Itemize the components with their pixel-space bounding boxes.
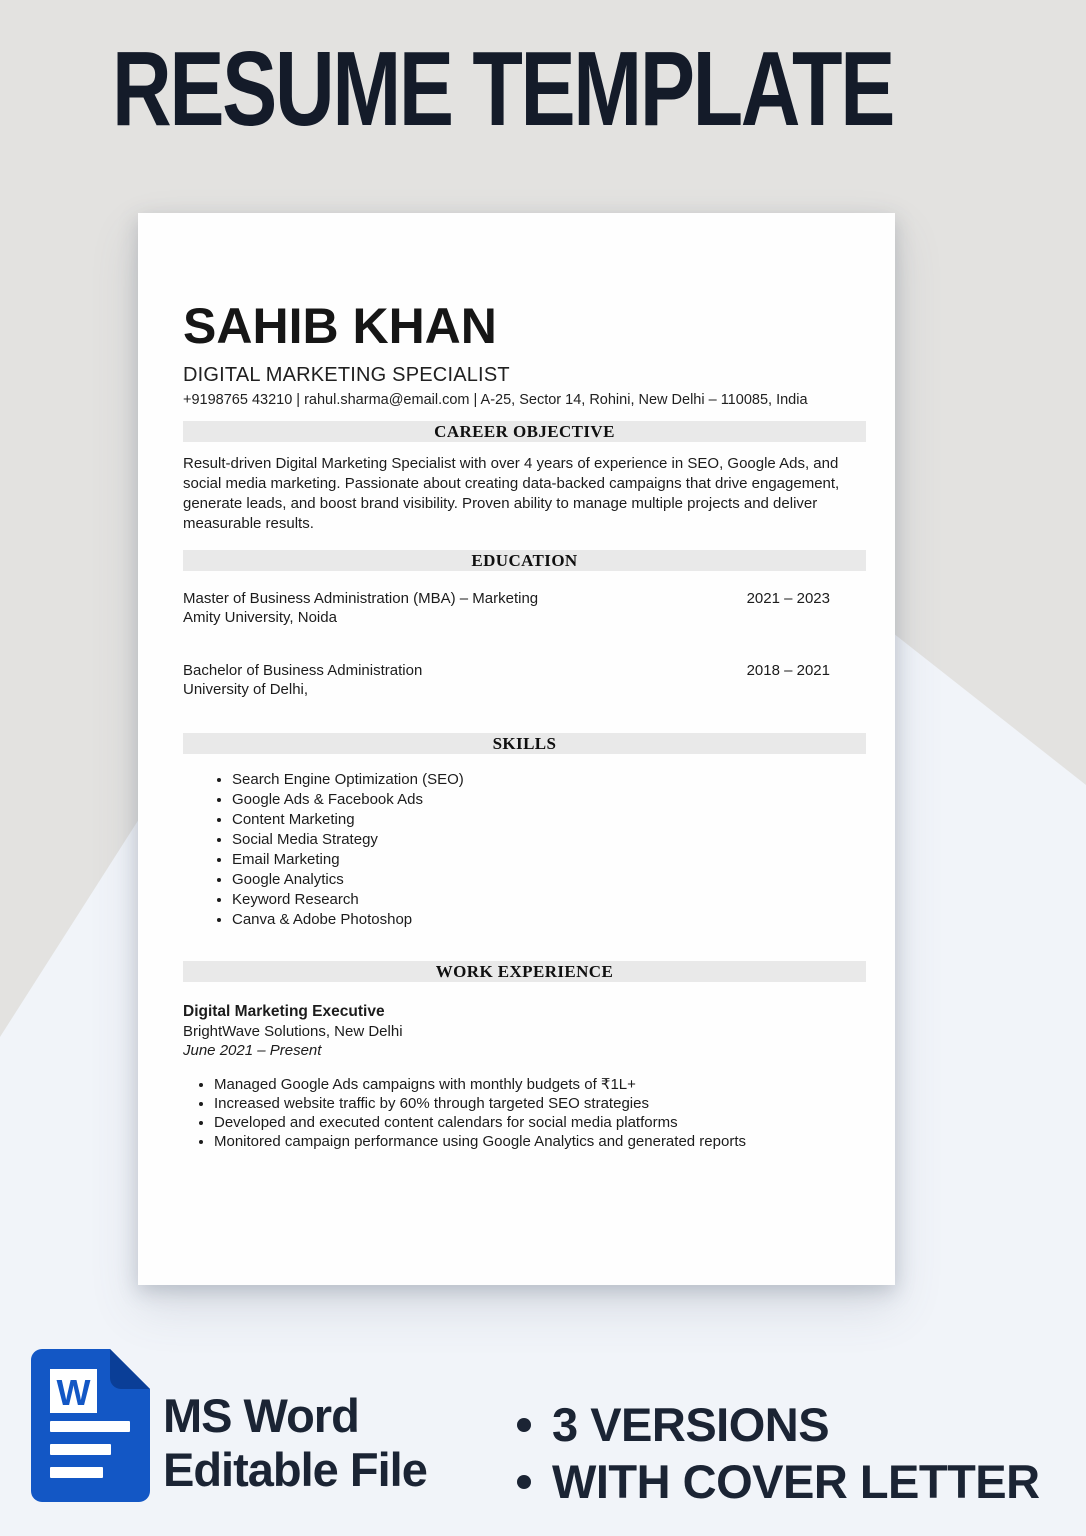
section-heading-work-experience: WORK EXPERIENCE [183,961,866,982]
feature-text: WITH COVER LETTER [552,1455,1040,1508]
resume-job-title: DIGITAL MARKETING SPECIALIST [183,364,510,386]
file-format-line2: Editable File [163,1443,427,1496]
skill-item: • Google Analytics [232,870,866,890]
work-bullet: • Developed and executed content calendars for social media platforms [214,1113,866,1132]
page-title: RESUME TEMPLATE [112,30,894,148]
skill-item: • Email Marketing [232,850,866,870]
resume-contact-line: +9198765 43210 | rahul.sharma@email.com | A-25, Sector 14, Rohini, New Delhi – 110085, India [183,392,808,408]
education-degree: Bachelor of Business Administration [183,662,423,679]
education-entry [183,589,866,627]
skills-list [183,770,866,930]
education-school: University of Delhi, [183,681,309,698]
skill-item: • Content Marketing [232,810,866,830]
work-experience-entry [183,1002,866,1061]
education-degree-school [183,589,538,627]
section-heading-career-objective: CAREER OBJECTIVE [183,421,866,442]
file-format-line1: MS Word [163,1389,359,1442]
education-degree-school [183,661,422,699]
work-dates: June 2021 – Present [183,1042,322,1059]
skill-item: • Canva & Adobe Photoshop [232,910,866,930]
resume-content [138,213,895,1151]
work-bullet: • Managed Google Ads campaigns with monthly budgets of ₹1L+ [214,1075,866,1094]
bullet-dot-icon [517,1418,531,1432]
resume-name: SAHIB KHAN [183,298,497,354]
education-degree: Master of Business Administration (MBA) – Marketing [183,590,539,607]
skill-item: • Keyword Research [232,890,866,910]
bullet-dot-icon [517,1475,531,1489]
work-bullet: • Monitored campaign performance using Google Analytics and generated reports [214,1132,866,1151]
ms-word-file-icon [31,1349,150,1502]
work-bullets-list [183,1075,866,1151]
education-dates: 2018 – 2021 [746,662,830,679]
feature-item [517,1396,1040,1453]
feature-text: 3 VERSIONS [552,1398,830,1451]
education-dates: 2021 – 2023 [746,590,830,607]
work-bullet: • Increased website traffic by 60% through targeted SEO strategies [214,1094,866,1113]
work-company: BrightWave Solutions, New Delhi [183,1022,403,1040]
word-icon-letter: W [56,1372,91,1413]
education-school: Amity University, Noida [183,609,337,626]
skill-item: • Search Engine Optimization (SEO) [232,770,866,790]
file-format-label [163,1389,427,1497]
section-heading-skills: SKILLS [183,733,866,754]
resume-page [138,213,895,1285]
education-entry [183,661,866,699]
skill-item: • Google Ads & Facebook Ads [232,790,866,810]
career-objective-text: Result-driven Digital Marketing Specialist with over 4 years of experience in SEO, Google Ads, and social media marketing. Passionate about creating data-backed campaigns that drive engagement, generate leads, and boost brand visibility. Proven ability to manage multiple projects and deliver measurable results. [183,455,840,532]
skill-item: • Social Media Strategy [232,830,866,850]
feature-list [517,1396,1040,1510]
feature-item [517,1453,1040,1510]
section-heading-education: EDUCATION [183,550,866,571]
work-job-title: Digital Marketing Executive [183,1003,385,1020]
